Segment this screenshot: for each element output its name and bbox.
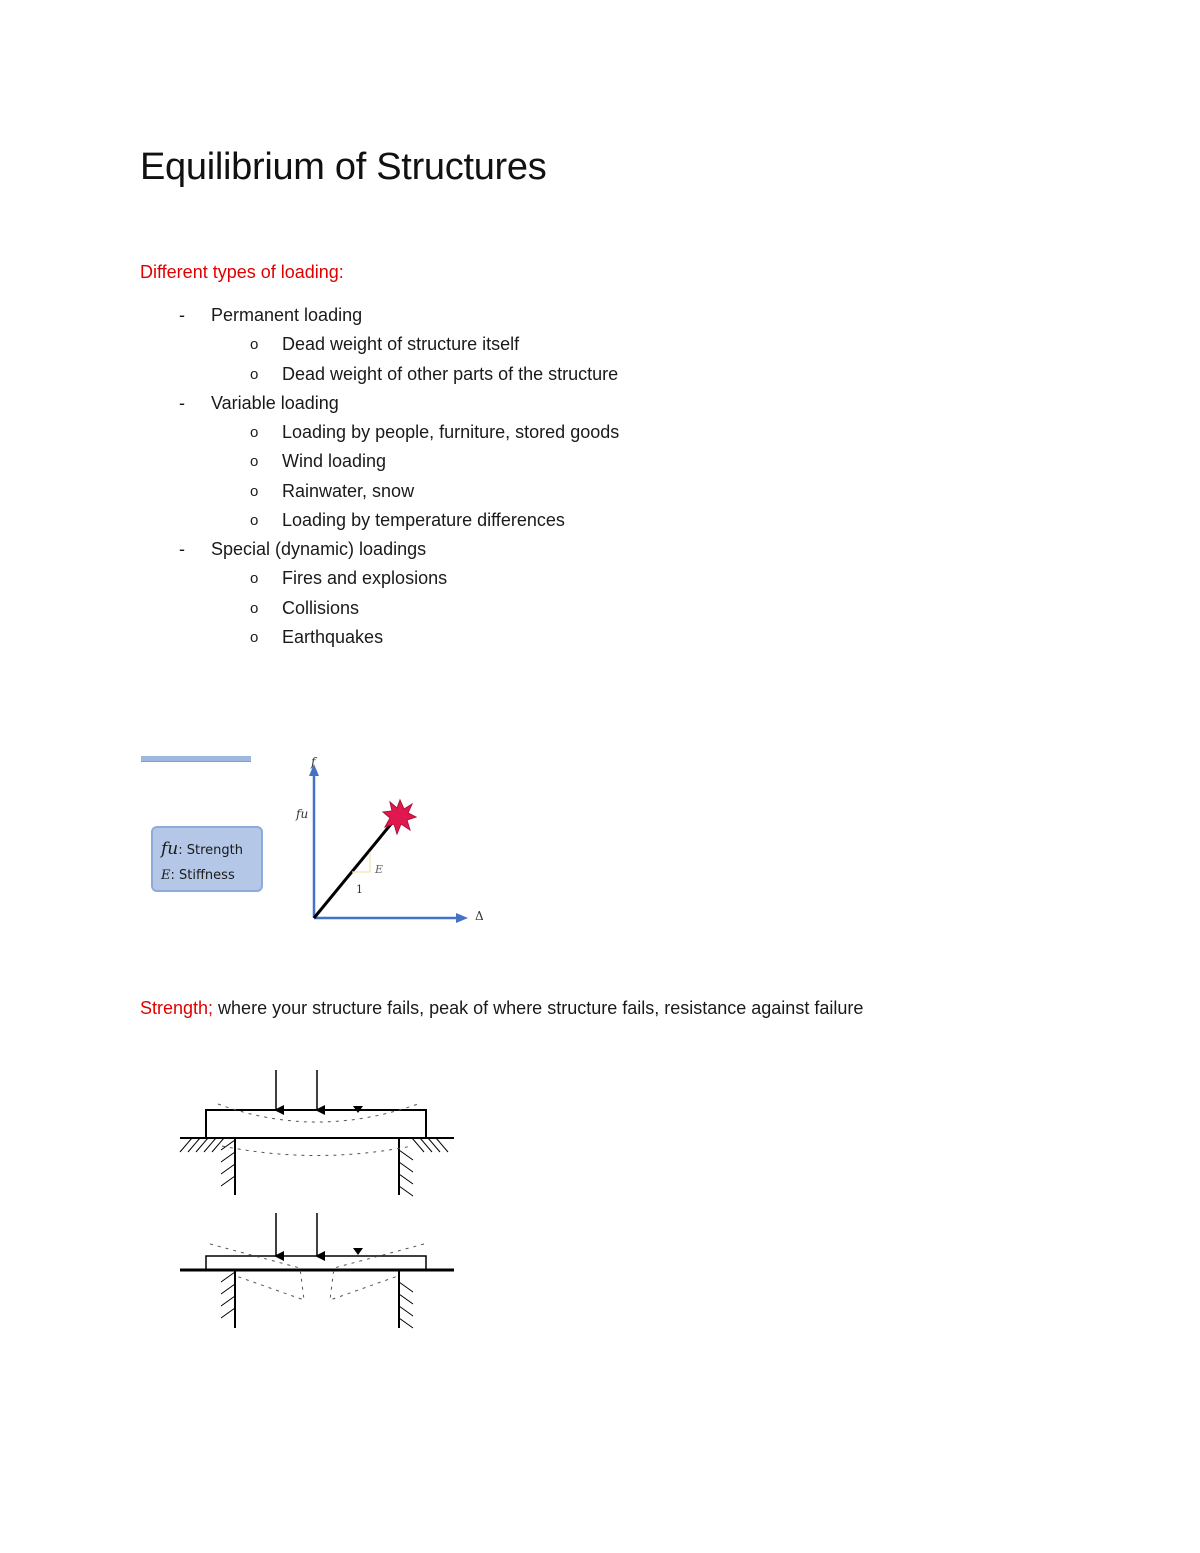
dash-bullet: - [179,305,185,325]
slope-run-label: 1 [356,883,363,896]
circle-bullet: o [250,336,259,353]
list-item-label: Permanent loading [211,305,363,325]
circle-bullet: o [250,366,259,383]
circle-bullet: o [250,600,259,617]
dash-bullet: - [179,393,185,413]
stiffness-symbol: E [161,868,171,883]
circle-bullet: o [250,424,259,441]
page-title: Equilibrium of Structures [140,146,547,188]
strength-text: : Strength [178,843,243,858]
peak-strength-label: fu [296,807,309,821]
x-axis-label: Δ [475,909,484,923]
stiffness-text: : Stiffness [170,868,235,883]
dash-bullet: - [179,539,185,559]
beam-diagram-supported [180,1213,454,1328]
y-axis-label: f [311,755,316,769]
circle-bullet: o [250,483,259,500]
slope-label: E [375,863,384,876]
circle-bullet: o [250,512,259,529]
list-item-label: Variable loading [211,393,339,413]
list-item-label: Rainwater, snow [282,481,415,501]
strength-definition-text: where your structure fails, peak of where structure fails, resistance against failure [213,998,864,1018]
list-item-label: Fires and explosions [282,568,448,588]
circle-bullet: o [250,453,259,470]
list-item-label: Wind loading [282,451,387,471]
list-item-label: Dead weight of structure itself [282,334,520,354]
circle-bullet: o [250,629,259,646]
strength-term: Strength; [140,998,214,1018]
list-item-label: Earthquakes [282,627,384,647]
section-heading-loading-types: Different types of loading: [140,262,344,282]
beam-diagram-clamped [180,1070,454,1196]
list-item-label: Special (dynamic) loadings [211,539,427,559]
list-item-label: Loading by temperature differences [282,510,565,530]
list-item-label: Dead weight of other parts of the structure [282,364,619,384]
circle-bullet: o [250,570,259,587]
list-item-label: Collisions [282,598,360,618]
strength-symbol: fu [161,839,179,859]
list-item-label: Loading by people, furniture, stored goods [282,422,620,442]
